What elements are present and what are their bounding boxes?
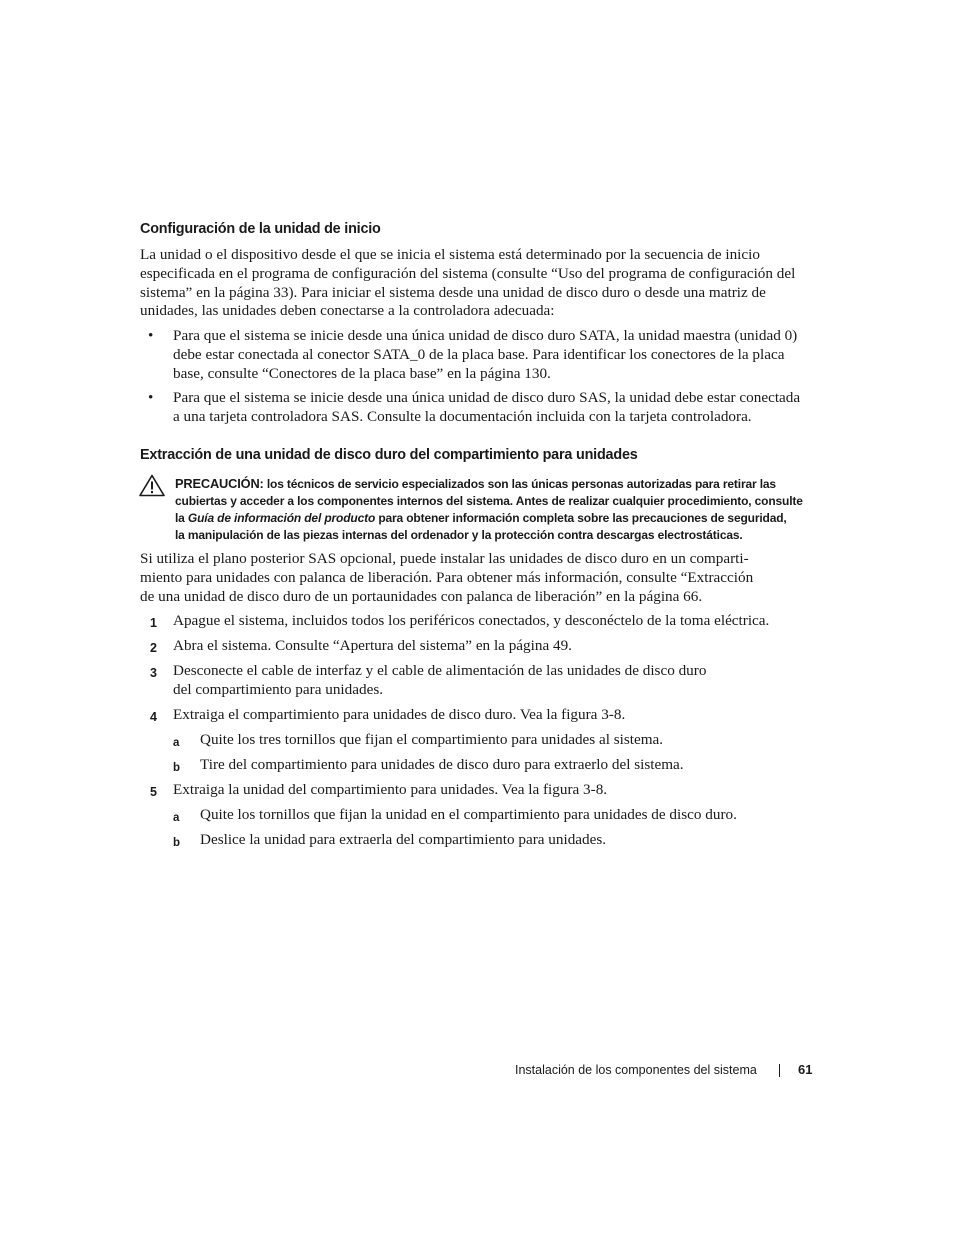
substep-letter: a xyxy=(173,737,180,749)
text-line: Deslice la unidad para extraerla del compartimiento para unidades. xyxy=(200,831,607,848)
text-line: a una tarjeta controladora SAS. Consulte la documentación incluida con la tarjeta controladora. xyxy=(173,407,752,425)
caution-text: los técnicos de servicio especializados son las únicas personas autorizadas para retirar las xyxy=(266,477,776,491)
bullet-mark: • xyxy=(148,389,154,406)
page-number: 61 xyxy=(798,1062,813,1077)
text-line: Para que el sistema se inicie desde una única unidad de disco duro SATA, la unidad maestra (unidad 0) xyxy=(173,327,798,344)
footer-divider xyxy=(779,1064,780,1077)
section-heading-boot-drive: Configuración de la unidad de inicio xyxy=(140,221,381,237)
text-line: Si utiliza el plano posterior SAS opcional, puede instalar las unidades de disco duro en un comparti- xyxy=(140,550,749,567)
intro-paragraph xyxy=(140,246,820,321)
caution-text: cubiertas y acceder a los componentes internos del sistema. Antes de realizar cualquier procedimiento, consulte xyxy=(175,494,803,508)
caution-notice xyxy=(175,475,820,544)
text-line: debe estar conectada al conector SATA_0 de la placa base. Para identificar los conectores de la placa xyxy=(173,345,785,363)
substep-letter: b xyxy=(173,837,181,849)
caution-text: la xyxy=(175,511,185,525)
step-number: 1 xyxy=(150,616,157,630)
text-line: La unidad o el dispositivo desde el que se inicia el sistema está determinado por la secuencia de inicio xyxy=(140,246,760,263)
text-line: base, consulte “Conectores de la placa base” en la página 130. xyxy=(173,364,551,382)
text-line: Extraiga la unidad del compartimiento para unidades. Vea la figura 3-8. xyxy=(173,781,608,798)
text-line: Quite los tornillos que fijan la unidad en el compartimiento para unidades de disco duro. xyxy=(200,806,737,823)
caution-doc-title: Guía de información del producto xyxy=(187,511,376,525)
bullet-mark: • xyxy=(148,327,154,344)
text-line: unidades, las unidades deben conectarse a la controladora adecuada: xyxy=(140,302,555,320)
step-number: 4 xyxy=(150,710,157,724)
text-line: Apague el sistema, incluidos todos los periféricos conectados, y desconéctelo de la toma eléctrica. xyxy=(173,612,770,629)
text-line: especificada en el programa de configuración del sistema (consulte “Uso del programa de configuración del xyxy=(140,264,796,282)
text-line: de una unidad de disco duro de un portaunidades con palanca de liberación” en la página 66. xyxy=(140,587,703,605)
text-line: Tire del compartimiento para unidades de disco duro para extraerlo del sistema. xyxy=(200,756,684,773)
sas-paragraph xyxy=(140,550,820,606)
text-line: del compartimiento para unidades. xyxy=(173,680,384,698)
text-line: Extraiga el compartimiento para unidades de disco duro. Vea la figura 3-8. xyxy=(173,706,626,723)
text-line: Para que el sistema se inicie desde una única unidad de disco duro SAS, la unidad debe estar conectada xyxy=(173,389,801,406)
caution-text: para obtener información completa sobre las precauciones de seguridad, xyxy=(378,511,787,525)
caution-text: la manipulación de las piezas internas del ordenador y la protección contra descargas electrostáticas. xyxy=(175,528,743,542)
substep-letter: b xyxy=(173,762,181,774)
substep-letter: a xyxy=(173,812,180,824)
caution-triangle-icon xyxy=(139,474,165,497)
text-line: sistema” en la página 33). Para iniciar el sistema desde una unidad de disco duro o desde una matriz de xyxy=(140,283,766,301)
section-heading-remove-drive: Extracción de una unidad de disco duro del compartimiento para unidades xyxy=(140,447,638,463)
text-line: Abra el sistema. Consulte “Apertura del sistema” en la página 49. xyxy=(173,637,572,654)
step-number: 3 xyxy=(150,666,157,680)
text-line: miento para unidades con palanca de liberación. Para obtener más información, consulte “Extracción xyxy=(140,568,754,586)
step-number: 5 xyxy=(150,785,157,799)
text-line: Quite los tres tornillos que fijan el compartimiento para unidades al sistema. xyxy=(200,731,664,748)
caution-label: PRECAUCIÓN: xyxy=(175,476,264,491)
text-line: Desconecte el cable de interfaz y el cable de alimentación de las unidades de disco duro xyxy=(173,662,707,679)
footer-chapter-title: Instalación de los componentes del sistema xyxy=(515,1063,757,1077)
step-number: 2 xyxy=(150,641,157,655)
